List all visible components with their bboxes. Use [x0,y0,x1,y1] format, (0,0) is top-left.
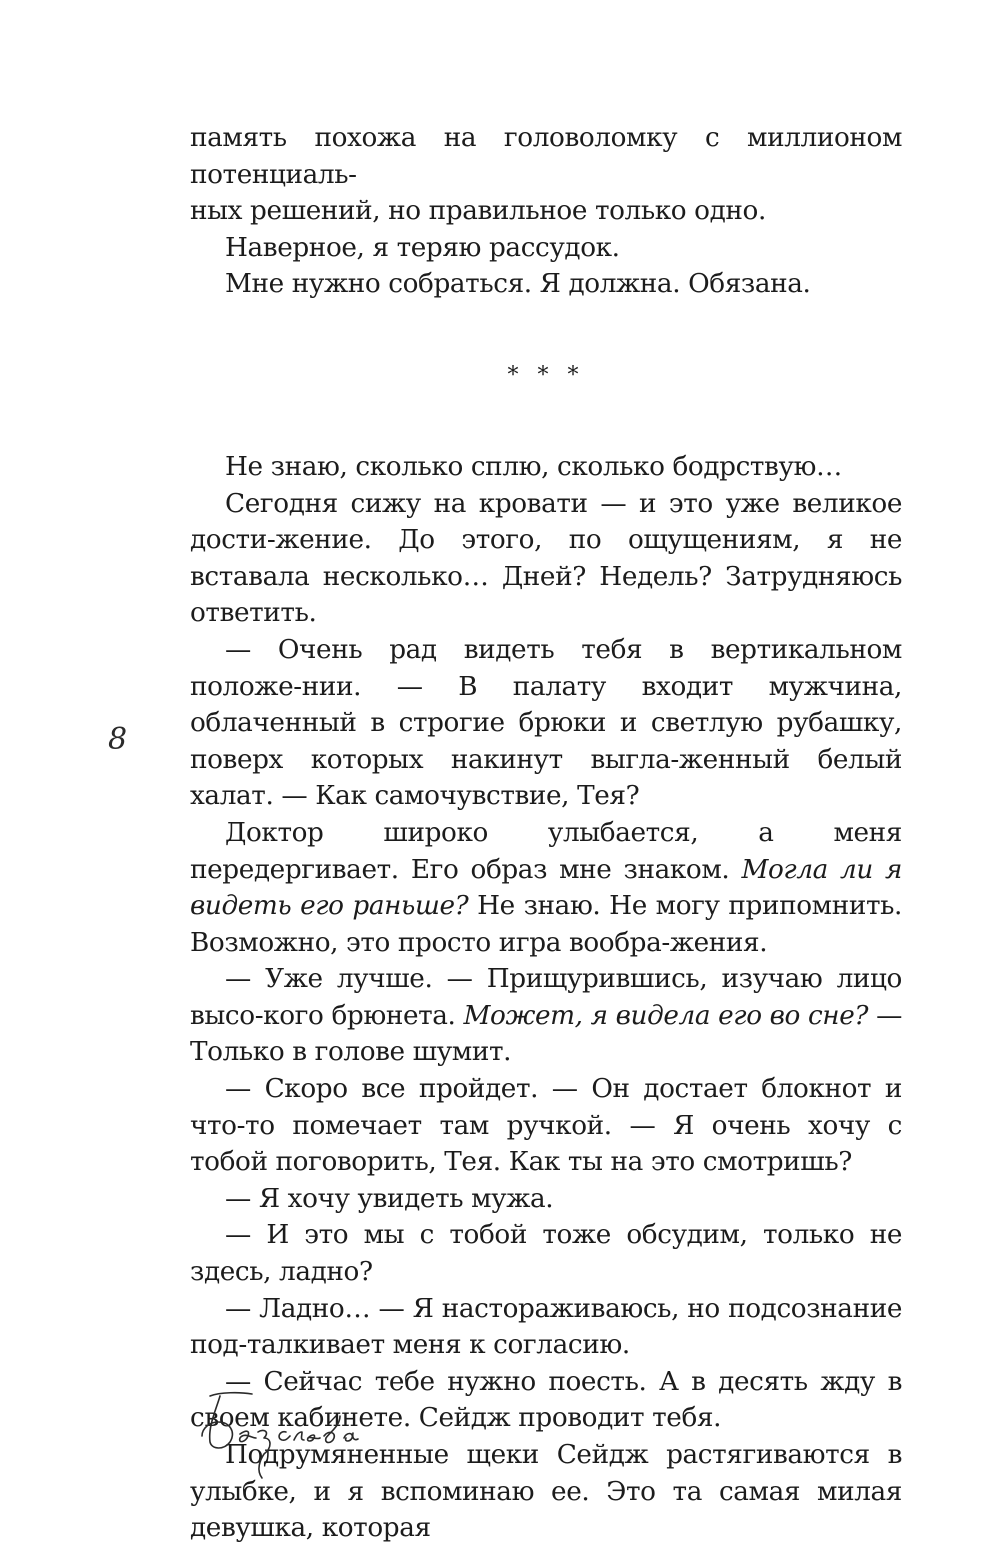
paragraph: — Сейчас тебе нужно поесть. А в десять жду в своем кабинете. Сейдж проводит тебя. [190,1366,902,1434]
scene-break: * * * [507,362,585,388]
paragraph: — Ладно… — Я настораживаюсь, но подсознание под-талкивает меня к согласию. [190,1293,902,1361]
paragraph: Мне нужно собраться. Я должна. Обязана. [225,269,811,300]
running-title-script [190,1386,390,1486]
italic-thought: Может, я видела его во сне? [463,1000,869,1031]
paragraph: Не знаю, сколько сплю, сколько бодрствую… [225,451,842,482]
text-line: память похожа на головоломку с миллионом потенциаль- [190,123,902,190]
paragraph: Сегодня сижу на кровати — и это уже великое дости-жение. До этого, по ощущениям, я не вставала несколько… Дней? Недель? Затрудняюсь ответить. [190,488,902,629]
paragraph-continued [190,120,902,230]
paragraph [190,815,902,961]
paragraph: Подрумяненные щеки Сейдж растягиваются в улыбке, и я вспоминаю ее. Это та самая милая девушка, которая [190,1440,902,1544]
running-title-logo [190,1386,390,1486]
paragraph: Наверное, я теряю рассудок. [225,232,620,263]
text-run: Доктор широко улыбается, а меня передергивает. Его образ мне знаком. [190,817,902,885]
italic-thought: Могла ли я видеть его раньше? [190,854,903,922]
paragraph: — И это мы с тобой тоже обсудим, только не здесь, ладно? [190,1220,902,1288]
paragraph: — Скоро все пройдет. — Он достает блокнот и что-то помечает там ручкой. — Я очень хочу с тобой поговорить, Тея. Как ты на это смотришь? [190,1074,902,1178]
page-text [190,120,902,1547]
paragraph: — Очень рад видеть тебя в вертикальном положе-нии. — В палату входит мужчина, облаченный в строгие брюки и светлую рубашку, поверх которых накинут выгла-женный белый халат. — Как самочувствие, Тея? [190,634,902,812]
text-run: — Только в голове шумит. [190,1000,902,1068]
page-number: 8 [108,722,128,757]
paragraph: — Я хочу увидеть мужа. [225,1183,554,1214]
text-run: — Уже лучше. — Прищурившись, изучаю лицо высо-кого брюнета. [190,964,902,1031]
text-run: Не знаю. Не могу припомнить. Возможно, это просто игра вообра-жения. [190,891,902,958]
text-line: ных решений, но правильное только одно. [190,196,766,227]
paragraph [190,961,902,1071]
